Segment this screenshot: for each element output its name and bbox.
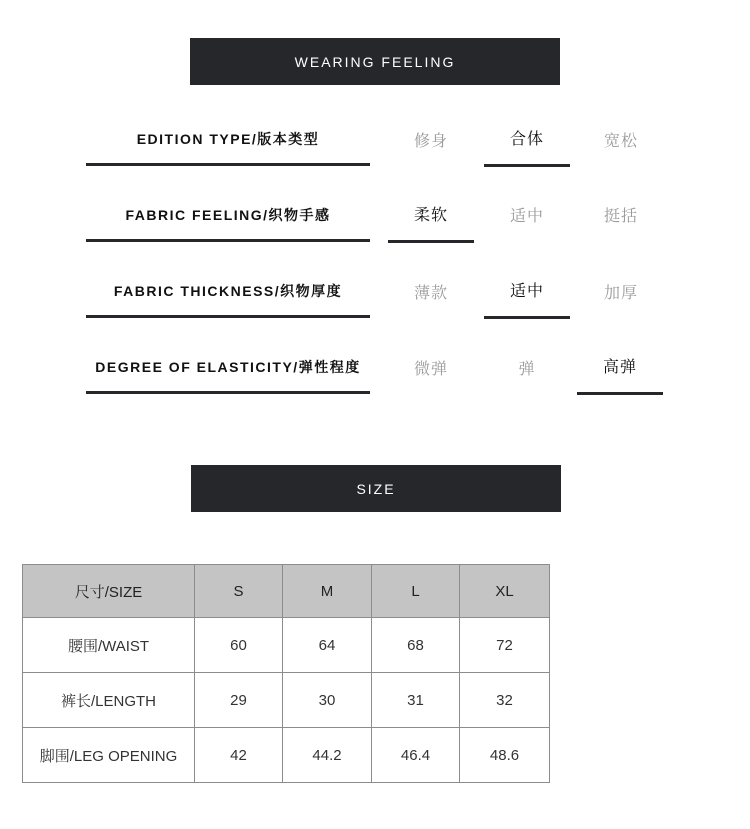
option-edition-type-2-selected: 合体 [484, 129, 570, 167]
size-cell: 68 [372, 618, 460, 673]
size-cell: 60 [195, 618, 283, 673]
size-table [22, 564, 550, 783]
size-row-label: 裤长/LENGTH [23, 673, 195, 728]
size-cell: 46.4 [372, 728, 460, 783]
row-label-edition-type: EDITION TYPE/版本类型 [86, 128, 370, 166]
wearing-feeling-title: WEARING FEELING [294, 53, 456, 70]
option-fabric-thickness-2-selected: 适中 [484, 281, 570, 319]
option-fabric-feeling-3: 挺括 [603, 208, 638, 225]
wearing-feeling-banner [190, 38, 560, 85]
option-elasticity-2: 弹 [518, 361, 536, 378]
size-cell: 31 [372, 673, 460, 728]
size-header-cell: 尺寸/SIZE [23, 565, 195, 618]
size-header-cell: S [195, 565, 283, 618]
size-cell: 72 [460, 618, 550, 673]
size-header-cell: M [283, 565, 372, 618]
table-row [23, 673, 550, 728]
option-elasticity-1: 微弹 [413, 361, 448, 378]
size-cell: 32 [460, 673, 550, 728]
option-fabric-thickness-1: 薄款 [413, 285, 448, 302]
size-cell: 64 [283, 618, 372, 673]
size-header-cell: L [372, 565, 460, 618]
size-cell: 29 [195, 673, 283, 728]
size-banner [191, 465, 561, 512]
size-cell: 48.6 [460, 728, 550, 783]
option-fabric-feeling-2: 适中 [509, 208, 544, 225]
size-cell: 42 [195, 728, 283, 783]
option-elasticity-3-selected: 高弹 [577, 357, 663, 395]
size-table-header-row [23, 565, 550, 618]
option-edition-type-3: 宽松 [603, 133, 638, 150]
size-row-label: 腰围/WAIST [23, 618, 195, 673]
option-fabric-thickness-3: 加厚 [603, 285, 638, 302]
size-cell: 30 [283, 673, 372, 728]
size-header-cell: XL [460, 565, 550, 618]
row-label-fabric-feeling: FABRIC FEELING/织物手感 [86, 204, 370, 242]
table-row [23, 728, 550, 783]
row-label-elasticity: DEGREE OF ELASTICITY/弹性程度 [86, 356, 370, 394]
size-row-label: 脚围/LEG OPENING [23, 728, 195, 783]
row-label-fabric-thickness: FABRIC THICKNESS/织物厚度 [86, 280, 370, 318]
option-edition-type-1: 修身 [413, 133, 448, 150]
table-row [23, 618, 550, 673]
size-cell: 44.2 [283, 728, 372, 783]
size-title: SIZE [356, 480, 396, 497]
option-fabric-feeling-1-selected: 柔软 [388, 205, 474, 243]
